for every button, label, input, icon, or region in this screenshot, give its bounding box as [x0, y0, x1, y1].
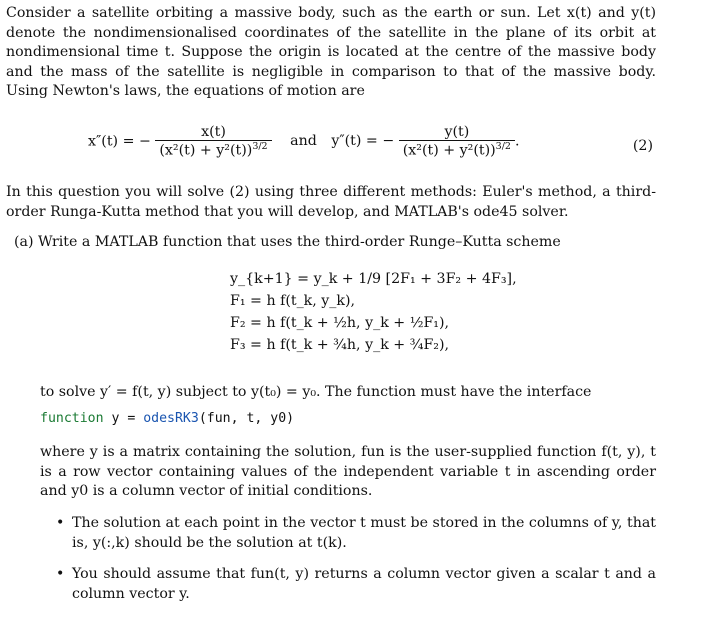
y-eq-denominator: $(x^2(t) + y^2(t))^{3/2}$: [399, 140, 515, 159]
rk3-scheme: [230, 268, 550, 356]
bullet-dot: •: [56, 566, 65, 582]
part-a-label: (a): [14, 234, 34, 250]
methods-paragraph: In this question you will solve (2) using three different methods: Euler's method, a third-order Runga-Kutta method that you will develop, and MATLAB's ode45 solver.: [6, 184, 656, 220]
code-keyword: function: [40, 411, 104, 426]
x-eq-fraction: [155, 124, 271, 159]
bullet-text: The solution at each point in the vector t must be stored in the columns of y, that is, y(:,k) should be the solution at t(k).: [72, 515, 656, 551]
scheme-line: F₁ = h f(t_k, y_k),: [230, 293, 356, 309]
and-word: and: [290, 133, 317, 150]
part-a-heading: [14, 233, 654, 253]
scheme-line: F₂ = h f(t_k + ½h, y_k + ½F₁),: [230, 315, 450, 331]
y-eq-lhs: y″(t) = −: [331, 133, 395, 150]
code-output: y =: [103, 411, 144, 426]
code-function-name: odesRK3: [143, 411, 199, 426]
bullet-text: You should assume that fun(t, y) returns a column vector given a scalar t and a column vector y.: [72, 566, 656, 602]
x-eq-numerator: x(t): [201, 124, 226, 140]
y-eq-fraction: [399, 124, 515, 159]
intro-paragraph: Consider a satellite orbiting a massive body, such as the earth or sun. Let x(t) and y(t) denote the nondimensionalised coordinates of the satellite in the plane of its orbit at nondimensional time t. Suppose the origin is located at the centre of the massive body and the mass of the satellite is negligible in comparison to that of the massive body. Using Newton's laws, the equations of motion are: [6, 5, 656, 99]
bullet-dot: •: [56, 515, 65, 531]
bullet-item: [56, 514, 656, 553]
x-eq-lhs: x″(t) = −: [88, 133, 151, 150]
bullet-item: [56, 565, 656, 604]
x-eq-denominator: $(x^2(t) + y^2(t))^{3/2}$: [155, 140, 271, 159]
equation-2: [0, 118, 709, 178]
code-arguments: (fun, t, y0): [198, 411, 295, 426]
function-interface-code: [40, 411, 294, 426]
scheme-line: F₃ = h f(t_k + ¾h, y_k + ¾F₂),: [230, 337, 450, 353]
scheme-line: y_{k+1} = y_k + 1/9 [2F₁ + 3F₂ + 4F₃],: [230, 271, 517, 287]
eq-period: .: [514, 133, 520, 150]
where-paragraph: where y is a matrix containing the solution, fun is the user-supplied function f(t, y), t is a row vector containing values of the independent variable t in ascending order and y0 is a column vector of initial conditions.: [40, 444, 656, 499]
part-a-text: Write a MATLAB function that uses the third-order Runge–Kutta scheme: [38, 234, 561, 250]
y-eq-numerator: y(t): [444, 124, 470, 140]
solve-paragraph: to solve y′ = f(t, y) subject to y(t₀) = y₀. The function must have the interface: [40, 384, 592, 400]
equation-number: (2): [632, 138, 653, 154]
